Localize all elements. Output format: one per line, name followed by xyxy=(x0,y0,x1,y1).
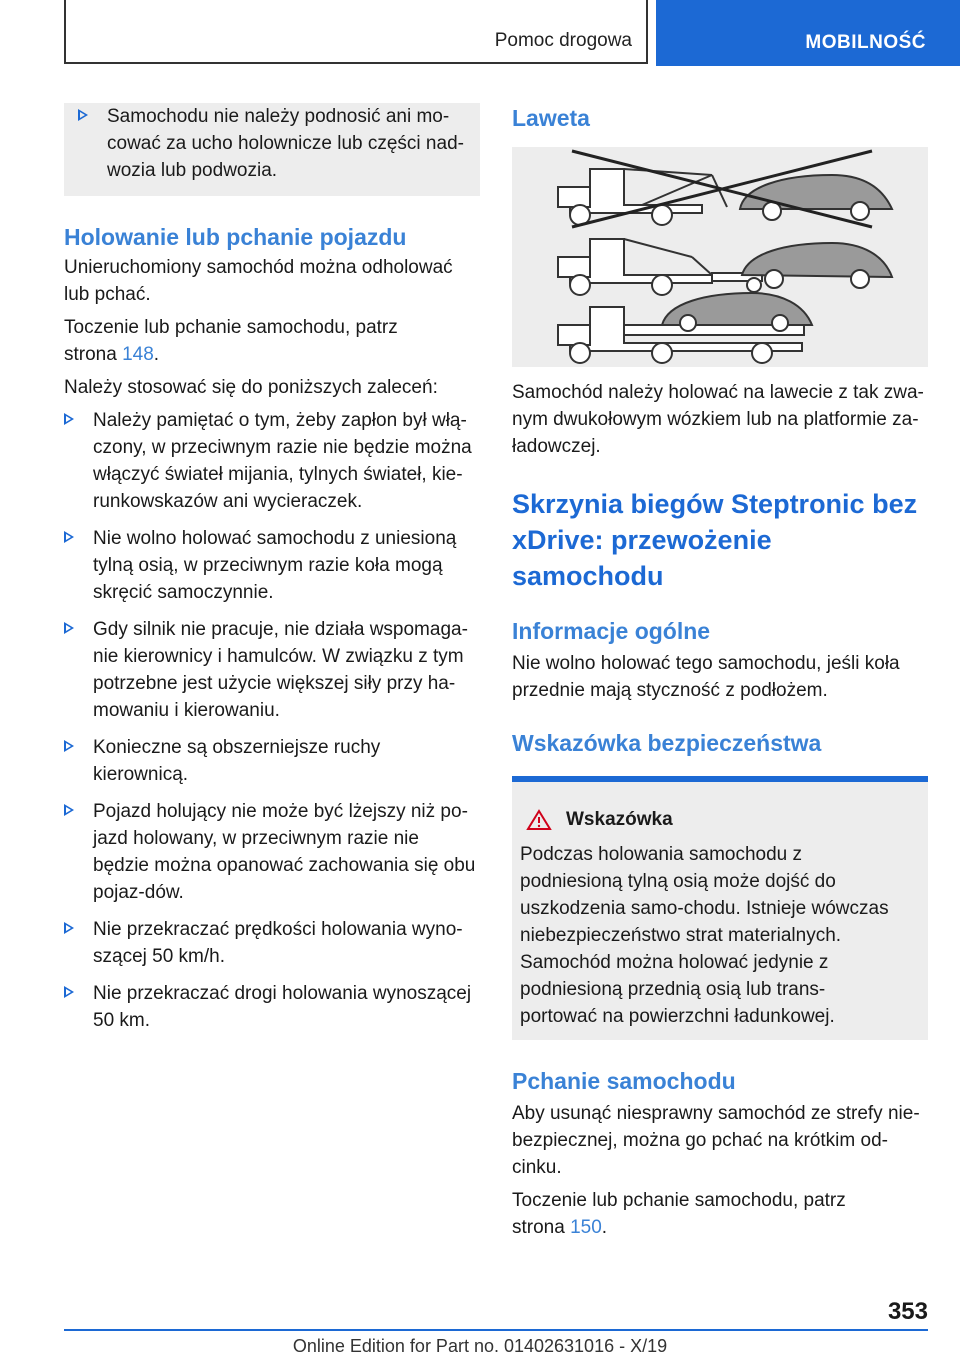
right-column xyxy=(512,103,928,1241)
towing-bullet-list xyxy=(64,407,480,1034)
tow-truck-diagram-icon xyxy=(512,147,928,367)
list-item-text: Nie przekraczać drogi holowania wynoszącej 50 km. xyxy=(93,983,472,1031)
header-section-title: Pomoc drogowa xyxy=(494,30,632,51)
towing-paragraph-3: Należy stosować się do poniższych zaleceń: xyxy=(64,377,438,398)
warning-title: Wskazówka xyxy=(566,809,673,830)
triangle-bullet-icon xyxy=(64,413,74,425)
list-item-text: Należy pamiętać o tym, żeby zapłon był włą-czony, w przeciwnym razie nie będzie można włączyć świateł mijania, tylnych świateł, kie-runkowskazów ani wycieraczek. xyxy=(93,410,472,512)
header-section-box xyxy=(64,0,648,64)
section-heading-towing: Holowanie lub pchanie pojazdu xyxy=(64,224,407,250)
pushing-reference xyxy=(512,1187,862,1241)
laweta-caption: Samochód należy holować na lawecie z tak zwa-nym dwukołowym wózkiem lub na platformie za-ładowczej. xyxy=(512,382,924,457)
list-item xyxy=(64,734,480,788)
section-heading-general-info: Informacje ogólne xyxy=(512,618,711,644)
list-item-text: Pojazd holujący nie może być lżejszy niż po-jazd holowany, w przeciwnym razie nie będzie można opanować zachowania się obu pojaz-dów. xyxy=(93,801,476,903)
list-item xyxy=(64,980,480,1034)
list-item-text: Konieczne są obszerniejsze ruchy kierownicą. xyxy=(93,737,381,785)
list-item xyxy=(64,407,480,515)
towing-paragraph-1: Unieruchomiony samochód można odholować lub pchać. xyxy=(64,257,453,305)
triangle-bullet-icon xyxy=(78,109,88,121)
list-item xyxy=(64,798,480,906)
general-info-text: Nie wolno holować tego samochodu, jeśli koła przednie mają styczność z podłożem. xyxy=(512,653,900,701)
intro-bullet-text: Samochodu nie należy podnosić ani mo-cować za ucho holownicze lub części nad-wozia lub podwozia. xyxy=(107,106,464,181)
intro-note-box xyxy=(64,103,480,196)
list-item xyxy=(64,525,480,606)
left-column xyxy=(64,103,480,1034)
towing-paragraph-2 xyxy=(64,314,414,368)
intro-bullet xyxy=(78,103,466,184)
warning-triangle-icon xyxy=(526,809,552,831)
header-chapter-tab xyxy=(656,0,960,66)
pushing-text: Aby usunąć niesprawny samochód ze strefy nie-bezpiecznej, można go pchać na krótkim od-cinku. xyxy=(512,1103,920,1178)
section-heading-laweta: Laweta xyxy=(512,105,590,131)
warning-title-row xyxy=(520,806,920,833)
list-item xyxy=(64,616,480,724)
list-item xyxy=(64,916,480,970)
triangle-bullet-icon xyxy=(64,531,74,543)
footer-edition: Online Edition for Part no. 01402631016 - X/19 xyxy=(292,1336,668,1356)
triangle-bullet-icon xyxy=(64,740,74,752)
triangle-bullet-icon xyxy=(64,804,74,816)
warning-box xyxy=(512,776,928,1040)
triangle-bullet-icon xyxy=(64,986,74,998)
triangle-bullet-icon xyxy=(64,622,74,634)
page-link-148[interactable]: 148 xyxy=(122,344,154,365)
section-heading-safety: Wskazówka bezpieczeństwa xyxy=(512,730,822,756)
header-chapter-title: MOBILNOŚĆ xyxy=(805,32,926,53)
section-heading-pushing: Pchanie samochodu xyxy=(512,1068,736,1094)
pushing-reference-text: Toczenie lub pchanie samochodu, patrz strona xyxy=(512,1190,846,1238)
triangle-bullet-icon xyxy=(64,922,74,934)
towing-paragraph-2-end: . xyxy=(153,344,160,365)
warning-text: Podczas holowania samochodu z podniesioną tylną osią może dojść do uszkodzenia samo-chodu. Istnieje wówczas niebezpieczeństwo strat materialnych. Samochód można holować jedynie z podniesioną przednią osią lub trans-portować na powierzchni ładunkowej. xyxy=(520,844,889,1027)
list-item-text: Nie przekraczać prędkości holowania wyno-szącej 50 km/h. xyxy=(93,919,463,967)
pushing-reference-end: . xyxy=(601,1217,608,1238)
tow-truck-illustration xyxy=(512,147,928,367)
page-link-150[interactable]: 150 xyxy=(570,1217,602,1238)
section-heading-steptronic: Skrzynia biegów Steptronic bez xDrive: przewożenie samochodu xyxy=(512,489,918,591)
list-item-text: Nie wolno holować samochodu z uniesioną tylną osią, w przeciwnym razie koła mogą skręcić samoczynnie. xyxy=(93,528,457,603)
footer-divider xyxy=(64,1329,928,1331)
page-number: 353 xyxy=(887,1298,928,1325)
list-item-text: Gdy silnik nie pracuje, nie działa wspomaga-nie kierownicy i hamulców. W związku z tym potrzebne jest użycie większej siły przy ha-mowaniu i kierowaniu. xyxy=(93,619,468,721)
towing-paragraph-2-text: Toczenie lub pchanie samochodu, patrz strona xyxy=(64,317,398,365)
